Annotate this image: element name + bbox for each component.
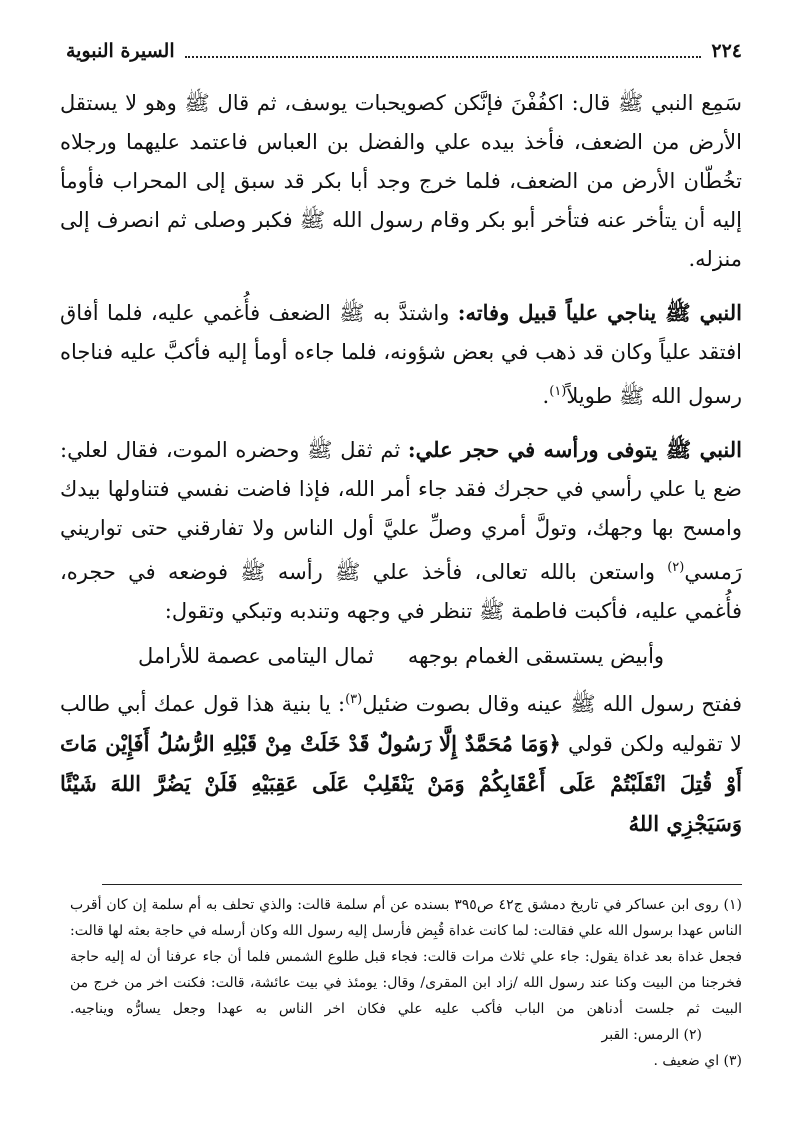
section-title-2: النبي ﷺ يناجي علياً قبيل وفاته: xyxy=(457,300,742,325)
footnote-divider xyxy=(102,884,742,885)
footnote-2: (٢) الرمس: القبر xyxy=(601,1027,702,1043)
paragraph-2 xyxy=(60,293,742,416)
footnote-ref-1: (١) xyxy=(549,384,567,399)
poem-verse xyxy=(60,637,742,676)
paragraph-1-text: سَمِع النبي ﷺ قال: اكفُفْنَ فإنَّكن كصويحبات يوسف، ثم قال ﷺ وهو لا يستقل الأرض من الضعف، فأخذ بيده علي والفضل بن العباس فاعتمد عليهما ورجلاه تخُطّان الأرض من الضعف، فلما خرج وجد أبا بكر قد سبق إلى المحراب فأومأ إليه أن يتأخر عنه فتأخر أبو بكر وقام رسول الله ﷺ فكبر وصلى ثم انصرف إلى منزله. xyxy=(60,91,742,271)
header-dotted-leader xyxy=(185,56,702,58)
paragraph-1 xyxy=(60,84,742,279)
page-body xyxy=(60,84,742,844)
section-title-3: النبي ﷺ يتوفى ورأسه في حجر علي: xyxy=(407,437,742,462)
footnote-1: (١) روى ابن عساكر في تاريخ دمشق ج٤٢ ص٣٩٥ بسنده عن أم سلمة قالت: والذي تحلف به أم سلمة إن كان أقرب الناس عهدا برسول الله علي فقالت: لما كانت غداة قُبِض فأرسل إليه رسول الله وكان أرسله في حاجة بعثه لها قالت: فجعل غداة بعد غداة يقول: جاء علي ثلاث مرات قالت: فجاء قبل طلوع الشمس فلما أن جاء عرفنا أن له إليه حاجة فخرجنا من البيت وكنا عند رسول الله /زاد ابن المقرى/ وقال: يومئذ في بيت عائشة، قالت: فكنت اخر من خرج من البيت ثم جلست أدناهن من الباب فأكب عليه علي فكان اخر الناس به عهدا وجعل يسارُّه ويناجيه. xyxy=(70,897,742,1017)
footnotes xyxy=(70,892,742,1074)
paragraph-2-text: واشتدَّ به ﷺ الضعف فأُغمي عليه، فلما أفاق افتقد علياً وكان قد ذهب في بعض شؤونه، فلما جاءه أومأ إليه فأكبَّ عليه فناجاه رسول الله ﷺ طويلاً xyxy=(60,301,742,408)
quran-verse: ﴿وَمَا مُحَمَّدٌ إِلَّا رَسُولٌ قَدْ خَلَتْ مِنْ قَبْلِهِ الرُّسُلُ أَفَإِيْن مَاتَ أَوْ قُتِلَ انْقَلَبْتُمْ عَلَى أَعْقَابِكُمْ وَمَنْ يَنْقَلِبْ عَلَى عَقِبَيْهِ فَلَنْ يَضُرَّ اللهَ شَيْئًا وَسَيَجْزِي اللهُ xyxy=(60,731,742,836)
poem-hemistich-2: ثمال اليتامى عصمة للأرامل xyxy=(137,644,374,668)
footnote-ref-3: (٣) xyxy=(345,692,363,707)
page-header xyxy=(66,34,742,69)
page-number: ٢٢٤ xyxy=(711,40,742,62)
closing-text-2: : يا بنية هذا قول عمك أبي طالب لا تقوليه ولكن قولي xyxy=(60,692,742,756)
paragraph-3-end: واستعن بالله تعالى، فأخذ علي ﷺ رأسه ﷺ فوضعه في حجره، فأُغمي عليه، فأكبت فاطمة ﷺ تنظر في وجهه وتندبه وتبكي وتقول: xyxy=(60,560,742,623)
paragraph-closing xyxy=(60,680,742,844)
footnote-3: (٣) اي ضعيف . xyxy=(653,1053,742,1069)
running-title: السيرة النبوية xyxy=(66,40,175,62)
paragraph-2-end: . xyxy=(542,384,550,408)
paragraph-3 xyxy=(60,430,742,631)
paragraph-3-text: ثم ثقل ﷺ وحضره الموت، فقال لعلي: ضع يا علي رأسي في حجرك فقد جاء أمر الله، فإذا فاضت نفسي فتناولها بيدك وامسح بها وجهك، وتولَّ أمري وصلِّ عليَّ أول الناس ولا تفارقني حتى تواريني رَمسي xyxy=(60,438,742,584)
closing-text: ففتح رسول الله ﷺ عينه وقال بصوت ضئيل xyxy=(362,692,742,716)
footnote-ref-2: (٢) xyxy=(667,560,685,575)
poem-hemistich-1: وأبيض يستسقى الغمام بوجهه xyxy=(407,644,665,668)
